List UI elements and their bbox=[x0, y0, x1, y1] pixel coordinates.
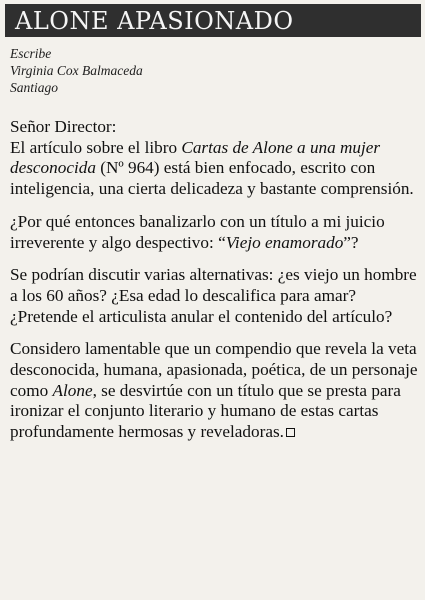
section-header bbox=[5, 4, 421, 37]
paragraph-1 bbox=[10, 138, 418, 200]
paragraph-2-text-a: ¿Por qué entonces banalizarlo con un título a mi juicio irreverente y algo despectivo: “ bbox=[10, 211, 385, 252]
paragraph-4-text-a: Considero lamentable que un compendio que revela la veta desconocida, humana, apasionada, poética, de un personaje como bbox=[10, 339, 418, 400]
byline bbox=[10, 45, 415, 96]
paragraph-4 bbox=[10, 339, 418, 443]
end-of-article-icon bbox=[286, 428, 295, 437]
article-title-quote: Viejo enamorado bbox=[225, 232, 344, 252]
headline: ALONE APASIONADO bbox=[15, 6, 294, 35]
salutation: Señor Director: bbox=[10, 117, 117, 136]
byline-city: Santiago bbox=[10, 80, 59, 95]
person-name: Alone bbox=[52, 380, 93, 400]
paragraph-4-text-b: , se desvirtúe con un título que se presta para ironizar el conjunto literario y humano de estas cartas profundamente hermosas y reveladoras. bbox=[10, 380, 401, 442]
paragraph-2 bbox=[10, 212, 418, 253]
byline-label: Escribe bbox=[10, 46, 52, 61]
book-title: Cartas de Alone a una mujer desconocida bbox=[10, 137, 381, 178]
paragraph-2-text-b: ”? bbox=[343, 232, 359, 252]
paragraph-1-text-a: El artículo sobre el libro bbox=[10, 137, 182, 157]
byline-author: Virginia Cox Balmaceda bbox=[10, 63, 143, 78]
letter-body bbox=[10, 117, 418, 443]
paragraph-3: Se podrían discutir varias alternativas: ¿es viejo un hombre a los 60 años? ¿Esa edad lo descalifica para amar? ¿Pretende el articulista anular el contenido del artículo? bbox=[10, 265, 417, 326]
paragraph-1-text-b: (Nº 964) está bien enfocado, escrito con inteligencia, una cierta delicadeza y bastante comprensión. bbox=[10, 158, 414, 199]
